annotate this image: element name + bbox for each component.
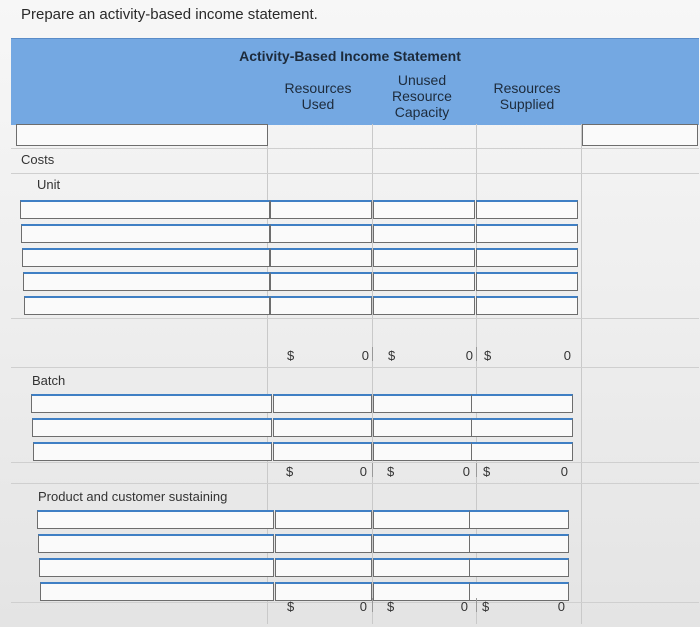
- row-divider: [11, 318, 699, 319]
- col-header-resources-used: Resources Used: [284, 80, 352, 112]
- unit-used-input[interactable]: [270, 296, 372, 315]
- batch-used-dollar: $: [286, 464, 294, 479]
- section-unit-label: Unit: [37, 177, 61, 192]
- section-product-customer-label: Product and customer sustaining: [38, 489, 228, 504]
- product-supplied-input[interactable]: [469, 534, 569, 553]
- product-activity-name-input[interactable]: [39, 558, 274, 577]
- product-supplied-input[interactable]: [469, 558, 569, 577]
- unit-unused-input[interactable]: [373, 272, 475, 291]
- batch-supplied-total: 0: [560, 464, 568, 479]
- col-header-resources-supplied: Resources Supplied: [493, 80, 561, 112]
- section-batch-label: Batch: [32, 373, 66, 388]
- product-used-input[interactable]: [275, 534, 372, 553]
- unit-unused-total: 0: [465, 348, 473, 363]
- product-unused-input[interactable]: [373, 558, 473, 577]
- col-header-unused-capacity: Unused Resource Capacity: [392, 72, 452, 120]
- unit-supplied-dollar: $: [484, 348, 492, 363]
- product-supplied-total: 0: [557, 599, 565, 614]
- batch-unused-total: 0: [462, 464, 470, 479]
- section-costs-label: Costs: [21, 152, 55, 167]
- product-activity-name-input[interactable]: [37, 510, 274, 529]
- batch-supplied-dollar: $: [483, 464, 491, 479]
- unit-unused-dollar: $: [388, 348, 396, 363]
- batch-used-total: 0: [359, 464, 367, 479]
- unit-used-dollar: $: [287, 348, 295, 363]
- unit-used-input[interactable]: [270, 272, 372, 291]
- total-cell-divider: [476, 347, 477, 361]
- product-used-total: 0: [359, 599, 367, 614]
- unit-used-total: 0: [361, 348, 369, 363]
- unit-supplied-total: 0: [563, 348, 571, 363]
- batch-used-input[interactable]: [273, 418, 372, 437]
- unit-activity-name-input[interactable]: [20, 200, 270, 219]
- unit-unused-input[interactable]: [373, 224, 475, 243]
- row-divider: [11, 462, 699, 463]
- unit-unused-input[interactable]: [373, 296, 475, 315]
- unit-supplied-input[interactable]: [476, 200, 578, 219]
- product-unused-input[interactable]: [373, 510, 473, 529]
- batch-activity-name-input[interactable]: [31, 394, 272, 413]
- product-unused-input[interactable]: [373, 534, 473, 553]
- income-input[interactable]: [16, 124, 268, 146]
- batch-supplied-input[interactable]: [471, 418, 573, 437]
- unit-supplied-input[interactable]: [476, 272, 578, 291]
- batch-supplied-input[interactable]: [471, 394, 573, 413]
- batch-used-input[interactable]: [273, 394, 372, 413]
- unit-activity-name-input[interactable]: [23, 272, 270, 291]
- total-cell-divider: [372, 598, 373, 612]
- product-used-input[interactable]: [275, 510, 372, 529]
- statement-grid: [11, 124, 699, 624]
- batch-activity-name-input[interactable]: [32, 418, 272, 437]
- product-used-input[interactable]: [275, 558, 372, 577]
- product-supplied-dollar: $: [482, 599, 490, 614]
- batch-activity-name-input[interactable]: [33, 442, 272, 461]
- row-divider: [11, 483, 699, 484]
- column-divider: [581, 124, 582, 624]
- income-supplied-input[interactable]: [582, 124, 698, 146]
- unit-activity-name-input[interactable]: [24, 296, 270, 315]
- product-activity-name-input[interactable]: [40, 582, 274, 601]
- unit-supplied-input[interactable]: [476, 224, 578, 243]
- batch-unused-input[interactable]: [373, 394, 475, 413]
- statement-title: Activity-Based Income Statement: [239, 48, 461, 64]
- product-used-dollar: $: [287, 599, 295, 614]
- product-unused-total: 0: [460, 599, 468, 614]
- batch-unused-dollar: $: [387, 464, 395, 479]
- row-divider: [11, 173, 699, 174]
- batch-used-input[interactable]: [273, 442, 372, 461]
- unit-activity-name-input[interactable]: [21, 224, 270, 243]
- batch-supplied-input[interactable]: [471, 442, 573, 461]
- batch-unused-input[interactable]: [373, 442, 475, 461]
- product-activity-name-input[interactable]: [38, 534, 274, 553]
- unit-used-input[interactable]: [270, 200, 372, 219]
- instruction-text: Prepare an activity-based income statement.: [21, 6, 318, 23]
- product-unused-dollar: $: [387, 599, 395, 614]
- statement-header: [11, 38, 699, 125]
- product-supplied-input[interactable]: [469, 510, 569, 529]
- total-cell-divider: [372, 463, 373, 477]
- unit-unused-input[interactable]: [373, 200, 475, 219]
- unit-activity-name-input[interactable]: [22, 248, 270, 267]
- batch-unused-input[interactable]: [373, 418, 475, 437]
- total-cell-divider: [372, 347, 373, 361]
- row-divider: [11, 367, 699, 368]
- unit-supplied-input[interactable]: [476, 248, 578, 267]
- unit-used-input[interactable]: [270, 248, 372, 267]
- total-cell-divider: [476, 463, 477, 477]
- unit-unused-input[interactable]: [373, 248, 475, 267]
- unit-supplied-input[interactable]: [476, 296, 578, 315]
- unit-used-input[interactable]: [270, 224, 372, 243]
- row-divider: [11, 148, 699, 149]
- total-cell-divider: [476, 598, 477, 612]
